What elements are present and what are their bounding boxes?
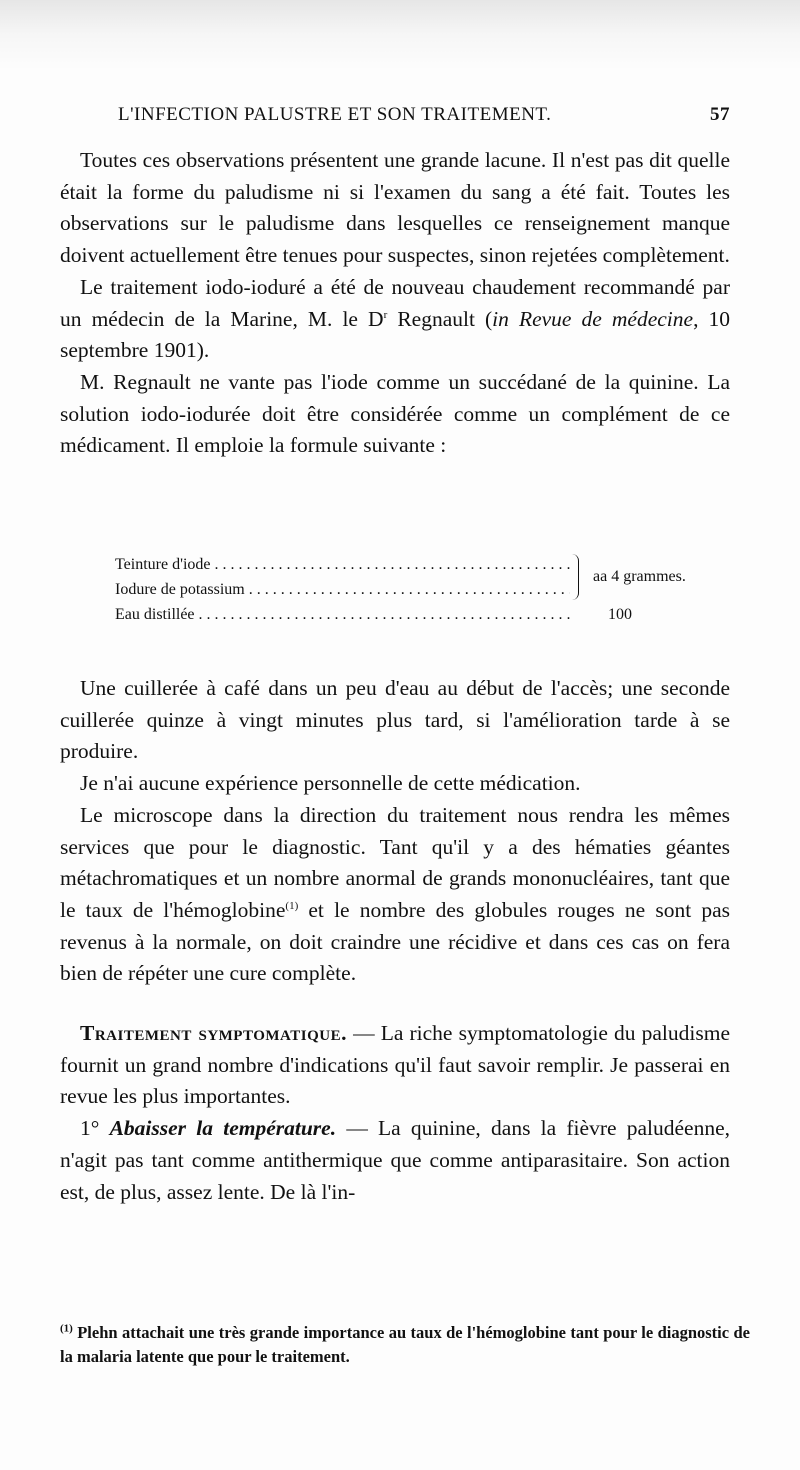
item-number: 1° <box>80 1116 100 1141</box>
running-title: L'INFECTION PALUSTRE ET SON TRAITEMENT. <box>118 104 552 125</box>
paragraph-cuilleree: Une cuillerée à café dans un peu d'eau au début de l'accès; une seconde cuillerée quinze à vingt minutes plus tard, si l'amélioration tarde à se produire. <box>60 676 730 764</box>
footnote-ref: (1) <box>285 899 299 912</box>
paragraph-symptomatique <box>60 1018 730 1113</box>
formula-dose: aa 4 grammes. <box>593 568 686 585</box>
paragraph-observations: Toutes ces observations présentent une grande lacune. Il n'est pas dit quelle était la forme du paludisme ni si l'examen du sang a été fait. Toutes les observations sur le paludisme dans lesquelles ce renseignement manque doivent actuellement être tenues pour suspectes, sinon rejetées complètement. <box>60 148 730 268</box>
formula-item: Eau distillée . . . <box>115 602 570 627</box>
formula-block <box>115 552 745 627</box>
regnault-date: , 10 septembre 1901). <box>60 306 730 363</box>
formula-row <box>115 602 745 627</box>
journal-title: in Revue de médecine <box>492 306 694 331</box>
footnote-mark: (1) <box>60 1322 73 1335</box>
paragraph-temperature <box>60 1113 730 1208</box>
footnote <box>60 1321 750 1369</box>
formula-item: Iodure de potassium . . . <box>115 577 570 602</box>
item-heading: Abaisser la température. <box>109 1116 337 1141</box>
section-gap <box>60 990 730 1018</box>
formula-item: Teinture d'iode . . . <box>115 552 570 577</box>
microscope-text: Le microscope dans la direction du traitement nous rendra les mêmes services que pour le diagnostic. Tant qu'il y a des hématies géantes métachromatiques et un nombre anormal de grands mononucléaires, tant que le taux de l'hémoglobine <box>60 802 730 922</box>
regnault-lead: Le traitement iodo-ioduré a été de nouveau chaudement recommandé par un médecin de la Marine, M. le D <box>60 274 730 331</box>
formula-brace <box>572 554 579 600</box>
microscope-tail: et le nombre des globules rouges ne sont pas revenus à la normale, on doit craindre une récidive et dans ces cas on fera bien de répéter une cure complète. <box>60 897 730 986</box>
symptomatique-text: — La riche symptomatologie du paludisme fournit un grand nombre d'indications qu'il faut savoir remplir. Je passerai en revue les plus importantes. <box>60 1021 730 1109</box>
temperature-text: — La quinine, dans la fièvre paludéenne, n'agit pas tant comme antithermique que comme antiparasitaire. Son action est, de plus, assez lente. De là l'in- <box>60 1116 731 1204</box>
formula-value: 100 <box>608 606 632 623</box>
page-number: 57 <box>710 104 730 125</box>
paragraph-regnault <box>60 272 730 367</box>
paragraph-microscope <box>60 800 730 990</box>
paragraph-iode: M. Regnault ne vante pas l'iode comme un succédané de la quinine. La solution iodo-iodurée doit être considérée comme un complément de ce médicament. Il emploie la formule suivante : <box>60 369 730 458</box>
regnault-name: Regnault ( <box>387 306 493 331</box>
section-heading: Traitement symptomatique. <box>80 1021 347 1046</box>
footnote-text: Plehn attachait une très grande importance au taux de l'hémoglobine tant pour le diagnostic de la malaria latente que pour le traitement. <box>60 1323 750 1366</box>
paragraph-experience: Je n'ai aucune expérience personnelle de cette médication. <box>80 771 581 796</box>
body-text-lower <box>60 673 730 1208</box>
scan-shadow <box>0 0 800 70</box>
body-text-upper <box>60 145 730 462</box>
doctor-sup: r <box>383 308 388 321</box>
